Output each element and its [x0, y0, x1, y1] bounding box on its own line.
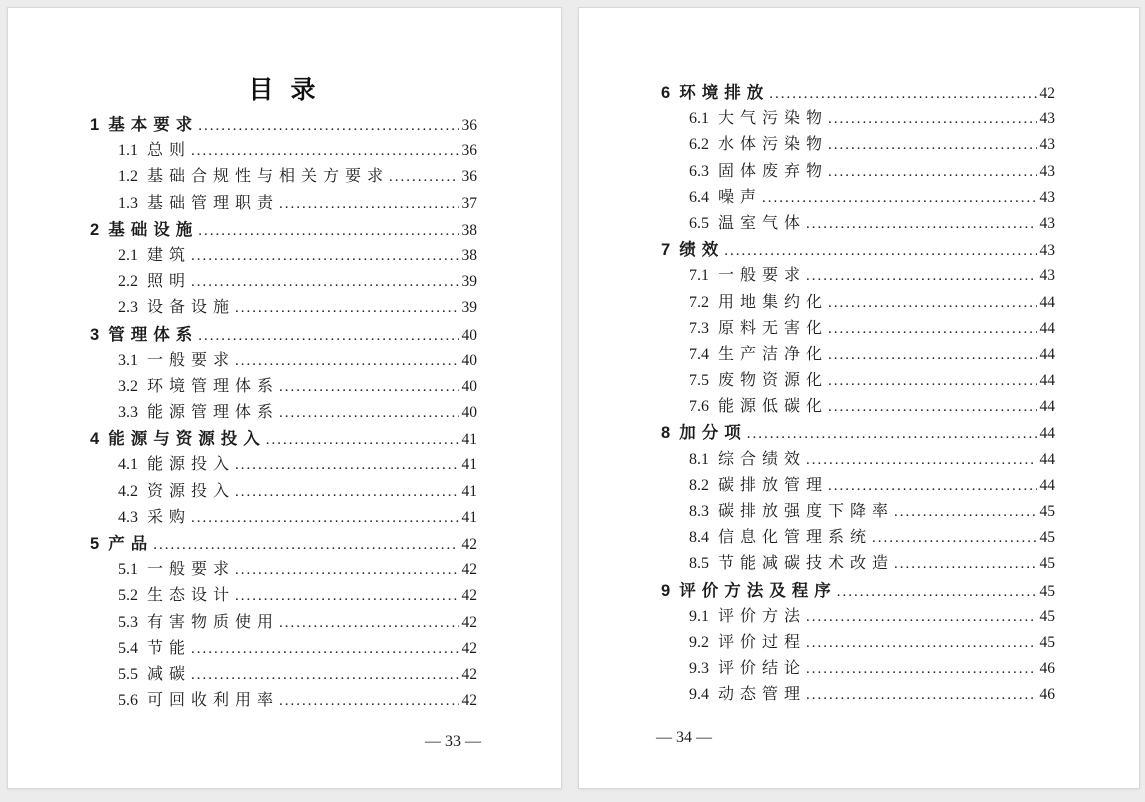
toc-entry-label: 生态设计: [147, 587, 236, 605]
toc-leader-dots: [235, 583, 458, 609]
toc-entry-label: 能源投入: [147, 456, 236, 474]
toc-entry-label: 总则: [147, 142, 192, 160]
toc-leader-dots: [198, 217, 458, 244]
toc-leader-dots: [279, 400, 458, 426]
toc-entry-page: 45: [1039, 503, 1055, 520]
toc-entry-label: 基础设施: [108, 220, 199, 239]
toc-entry-number: 2.2: [118, 273, 138, 291]
toc-entry-label: 碳排放管理: [718, 476, 829, 494]
toc-entry-page: 41: [461, 456, 477, 474]
toc-entry-label: 一般要求: [718, 267, 807, 285]
toc-leader-dots: [806, 656, 1036, 682]
toc-entry-number: 5.5: [118, 665, 138, 683]
toc-leader-dots: [389, 164, 458, 190]
toc-subentry-row: [661, 630, 1055, 656]
toc-entry-label: 噪声: [718, 188, 763, 206]
toc-subentry-row: [90, 583, 477, 609]
toc-leader-dots: [806, 211, 1036, 237]
toc-subentry-row: [90, 688, 477, 714]
toc-entry-page: 36: [461, 117, 477, 134]
toc-leader-dots: [235, 479, 458, 505]
toc-entry-page: 37: [461, 194, 477, 212]
toc-leader-dots: [279, 191, 458, 217]
toc-subentry-row: [661, 263, 1055, 289]
toc-entry-page: 45: [1039, 529, 1055, 547]
toc-entry-page: 42: [461, 536, 477, 553]
toc-entry-number: 9.1: [689, 607, 709, 625]
toc-subentry-row: [661, 185, 1055, 211]
toc-entry-page: 40: [461, 377, 477, 395]
toc-leader-dots: [828, 342, 1036, 368]
toc-entry-label: 碳排放强度下降率: [718, 503, 895, 520]
toc-entry-label: 废物资源化: [718, 372, 829, 390]
toc-entry-label: 基础合规性与相关方要求: [147, 168, 390, 186]
toc-subentry-row: [90, 452, 477, 478]
toc-leader-dots: [153, 531, 458, 558]
toc-subentry-row: [90, 295, 477, 321]
toc-entry-label: 基本要求: [108, 116, 199, 134]
toc-chapter-row: [661, 80, 1055, 106]
toc-subentry-row: [661, 211, 1055, 237]
toc-subentry-row: [661, 525, 1055, 551]
toc-entry-label: 综合绩效: [718, 450, 807, 468]
toc-entry-page: 40: [461, 326, 477, 344]
toc-entry-label: 固体废弃物: [718, 162, 829, 180]
toc-entry-label: 用地集约化: [718, 293, 829, 311]
toc-entry-number: 7.6: [689, 398, 709, 416]
toc-leader-dots: [828, 316, 1036, 342]
toc-subentry-row: [661, 342, 1055, 368]
toc-entry-label: 管理体系: [108, 325, 199, 344]
toc-entry-label: 评价方法及程序: [679, 581, 837, 600]
toc-leader-dots: [191, 243, 458, 269]
toc-entry-page: 46: [1039, 686, 1055, 704]
toc-entry-number: 7.3: [689, 319, 709, 337]
toc-leader-dots: [198, 112, 458, 139]
toc-leader-dots: [279, 688, 458, 714]
toc-entry-number: 3.2: [118, 377, 138, 395]
toc-subentry-row: [90, 662, 477, 688]
toc-entry-number: 7.2: [689, 293, 709, 311]
toc-subentry-row: [90, 269, 477, 295]
toc-leader-dots: [191, 505, 458, 531]
toc-entry-page: 44: [1039, 450, 1055, 468]
toc-entry-page: 44: [1039, 319, 1055, 337]
toc-entry-label: 能源管理体系: [147, 404, 280, 422]
toc-subentry-row: [661, 682, 1055, 708]
toc-entry-page: 40: [461, 351, 477, 369]
toc-leader-dots: [191, 138, 458, 164]
toc-subentry-row: [90, 243, 477, 269]
toc-entry-label: 基础管理职责: [147, 194, 280, 212]
toc-subentry-row: [90, 191, 477, 217]
document-page-right: [578, 7, 1140, 789]
toc-entry-page: 41: [461, 431, 477, 449]
toc-entry-page: 44: [1039, 293, 1055, 311]
toc-leader-dots: [872, 525, 1036, 551]
toc-entry-page: 43: [1039, 110, 1055, 128]
toc-entry-number: 6: [661, 84, 671, 102]
toc-entry-page: 43: [1039, 267, 1055, 285]
toc-leader-dots: [828, 473, 1036, 499]
toc-entry-number: 2: [90, 220, 100, 239]
toc-entry-page: 39: [461, 273, 477, 291]
toc-entry-label: 有害物质使用: [147, 613, 280, 631]
toc-entry-page: 44: [1039, 345, 1055, 363]
toc-entry-label: 照明: [147, 273, 192, 291]
toc-entry-number: 5.2: [118, 587, 138, 605]
toc-subentry-row: [90, 610, 477, 636]
toc-entry-label: 原料无害化: [718, 319, 829, 337]
toc-leader-dots: [806, 604, 1036, 630]
toc-leader-dots: [279, 374, 458, 400]
toc-entry-number: 9: [661, 581, 671, 600]
toc-chapter-row: [90, 217, 477, 243]
toc-entry-page: 43: [1039, 162, 1055, 180]
toc-entry-number: 7.1: [689, 267, 709, 285]
toc-leader-dots: [806, 447, 1036, 473]
toc-chapter-row: [90, 531, 477, 557]
toc-entry-page: 45: [1039, 582, 1055, 600]
toc-entry-number: 1: [90, 116, 100, 134]
toc-entry-label: 温室气体: [718, 214, 807, 232]
toc-entry-label: 生产洁净化: [718, 345, 829, 363]
toc-entry-label: 环境排放: [679, 84, 770, 102]
toc-entry-number: 5: [90, 535, 100, 553]
toc-entry-page: 41: [461, 482, 477, 500]
toc-leader-dots: [191, 269, 458, 295]
toc-entry-label: 评价过程: [718, 633, 807, 651]
toc-entry-label: 节能减碳技术改造: [718, 555, 895, 573]
toc-entry-label: 可回收利用率: [147, 692, 280, 710]
toc-entry-page: 42: [461, 587, 477, 605]
toc-chapter-row: [90, 322, 477, 348]
toc-subentry-row: [661, 316, 1055, 342]
toc-entry-number: 5.1: [118, 561, 138, 579]
toc-entry-page: 41: [461, 508, 477, 526]
toc-entry-page: 43: [1039, 136, 1055, 154]
toc-entry-number: 6.1: [689, 110, 709, 128]
toc-subentry-row: [90, 138, 477, 164]
toc-subentry-row: [90, 374, 477, 400]
toc-entry-page: 38: [461, 221, 477, 239]
toc-entry-label: 一般要求: [147, 561, 236, 579]
toc-leader-dots: [235, 452, 458, 478]
toc-leader-dots: [747, 420, 1037, 447]
toc-chapter-row: [90, 426, 477, 452]
toc-entry-label: 信息化管理系统: [718, 529, 873, 547]
toc-entry-page: 43: [1039, 188, 1055, 206]
toc-entry-number: 1.1: [118, 142, 138, 160]
toc-entry-number: 3.3: [118, 404, 138, 422]
toc-subentry-row: [661, 159, 1055, 185]
toc-entry-number: 3.1: [118, 351, 138, 369]
toc-entry-number: 2.3: [118, 299, 138, 317]
toc-entry-page: 43: [1039, 214, 1055, 232]
toc-entry-number: 6.3: [689, 162, 709, 180]
toc-entry-label: 建筑: [147, 246, 192, 264]
toc-entry-label: 节能: [147, 639, 192, 657]
toc-title: 目 录: [248, 76, 321, 104]
toc-leader-dots: [235, 295, 458, 321]
toc-entry-label: 绩效: [679, 241, 725, 260]
toc-chapter-row: [661, 578, 1055, 604]
toc-entry-number: 6.4: [689, 188, 709, 206]
toc-entry-page: 42: [461, 561, 477, 579]
toc-entry-number: 5.6: [118, 692, 138, 710]
toc-subentry-row: [90, 505, 477, 531]
toc-entry-page: 36: [461, 142, 477, 160]
toc-entry-page: 42: [461, 665, 477, 683]
toc-entry-label: 动态管理: [718, 686, 807, 704]
toc-subentry-row: [661, 394, 1055, 420]
toc-entry-number: 6.5: [689, 214, 709, 232]
toc-entry-label: 一般要求: [147, 351, 236, 369]
toc-leader-dots: [806, 263, 1036, 289]
toc-entry-label: 采购: [147, 508, 192, 526]
toc-leader-dots: [828, 106, 1036, 132]
toc-leader-dots: [828, 290, 1036, 316]
toc-subentry-row: [661, 447, 1055, 473]
toc-entry-number: 7.5: [689, 372, 709, 390]
toc-entry-label: 评价结论: [718, 660, 807, 678]
toc-subentry-row: [661, 499, 1055, 525]
toc-entry-label: 资源投入: [147, 482, 236, 500]
toc-subentry-row: [90, 400, 477, 426]
toc-entry-page: 44: [1039, 476, 1055, 494]
toc-chapter-row: [661, 420, 1055, 446]
toc-entry-label: 设备设施: [147, 299, 236, 317]
toc-leader-dots: [724, 237, 1036, 264]
toc-leader-dots: [198, 322, 458, 349]
toc-entry-label: 产品: [108, 535, 154, 553]
toc-entry-page: 42: [461, 692, 477, 710]
toc-subentry-row: [90, 348, 477, 374]
toc-entry-page: 42: [1039, 85, 1055, 102]
toc-entry-page: 45: [1039, 607, 1055, 625]
toc-entry-number: 8: [661, 424, 671, 443]
toc-subentry-row: [90, 479, 477, 505]
toc-leader-dots: [235, 348, 458, 374]
toc-entry-page: 44: [1039, 372, 1055, 390]
toc-entry-number: 1.2: [118, 168, 138, 186]
toc-entry-label: 减碳: [147, 665, 192, 683]
toc-entry-page: 36: [461, 168, 477, 186]
toc-entry-number: 5.4: [118, 639, 138, 657]
toc-entry-label: 环境管理体系: [147, 377, 280, 395]
toc-entry-label: 水体污染物: [718, 136, 829, 154]
toc-entry-number: 9.2: [689, 633, 709, 651]
toc-chapter-row: [661, 237, 1055, 263]
toc-entry-page: 39: [461, 299, 477, 317]
toc-entry-page: 40: [461, 404, 477, 422]
toc-entry-page: 42: [461, 613, 477, 631]
toc-entry-page: 45: [1039, 633, 1055, 651]
toc-leader-dots: [828, 394, 1036, 420]
toc-leader-dots: [837, 578, 1037, 605]
toc-entry-label: 评价方法: [718, 607, 807, 625]
toc-entry-page: 38: [461, 246, 477, 264]
toc-entry-number: 8.5: [689, 555, 709, 573]
toc-leader-dots: [191, 636, 458, 662]
toc-subentry-row: [661, 656, 1055, 682]
toc-leader-dots: [828, 132, 1036, 158]
toc-entry-number: 8.3: [689, 503, 709, 520]
toc-leader-dots: [762, 185, 1036, 211]
toc-leader-dots: [235, 557, 458, 583]
toc-entries-left: [8, 112, 561, 714]
toc-entry-page: 44: [1039, 425, 1055, 443]
toc-entry-label: 能源低碳化: [718, 398, 829, 416]
toc-entry-number: 9.4: [689, 686, 709, 704]
document-page-left: [7, 7, 562, 789]
toc-entry-number: 6.2: [689, 136, 709, 154]
toc-leader-dots: [769, 80, 1036, 107]
page-number-footer-34: — 34 —: [656, 728, 712, 746]
toc-entries-right: [579, 80, 1139, 709]
toc-entry-number: 4.3: [118, 508, 138, 526]
toc-entry-number: 8.4: [689, 529, 709, 547]
toc-entry-label: 能源与资源投入: [108, 430, 266, 449]
toc-subentry-row: [90, 164, 477, 190]
toc-entry-number: 8.1: [689, 450, 709, 468]
toc-entry-page: 44: [1039, 398, 1055, 416]
toc-subentry-row: [90, 557, 477, 583]
toc-entry-number: 1.3: [118, 194, 138, 212]
toc-entry-page: 43: [1039, 242, 1055, 260]
toc-entry-page: 42: [461, 639, 477, 657]
toc-entry-label: 加分项: [679, 424, 747, 443]
toc-entry-number: 7.4: [689, 345, 709, 363]
toc-leader-dots: [894, 551, 1036, 577]
toc-entry-label: 大气污染物: [718, 110, 829, 128]
toc-subentry-row: [661, 106, 1055, 132]
page-number-footer-33: — 33 —: [425, 733, 481, 751]
toc-leader-dots: [828, 159, 1036, 185]
toc-subentry-row: [661, 473, 1055, 499]
toc-entry-number: 2.1: [118, 246, 138, 264]
toc-subentry-row: [661, 368, 1055, 394]
toc-chapter-row: [90, 112, 477, 138]
toc-entry-number: 4: [90, 430, 100, 449]
toc-entry-number: 8.2: [689, 476, 709, 494]
toc-entry-number: 3: [90, 325, 100, 344]
toc-entry-number: 9.3: [689, 660, 709, 678]
toc-leader-dots: [806, 630, 1036, 656]
toc-leader-dots: [894, 499, 1036, 525]
toc-leader-dots: [828, 368, 1036, 394]
toc-entry-number: 5.3: [118, 613, 138, 631]
toc-leader-dots: [806, 682, 1036, 708]
toc-subentry-row: [661, 132, 1055, 158]
toc-leader-dots: [266, 426, 459, 453]
toc-subentry-row: [90, 636, 477, 662]
toc-entry-number: 7: [661, 241, 671, 260]
toc-subentry-row: [661, 551, 1055, 577]
toc-leader-dots: [279, 610, 458, 636]
toc-leader-dots: [191, 662, 458, 688]
toc-entry-page: 46: [1039, 660, 1055, 678]
toc-subentry-row: [661, 290, 1055, 316]
toc-entry-number: 4.1: [118, 456, 138, 474]
toc-entry-number: 4.2: [118, 482, 138, 500]
toc-entry-page: 45: [1039, 555, 1055, 573]
toc-subentry-row: [661, 604, 1055, 630]
